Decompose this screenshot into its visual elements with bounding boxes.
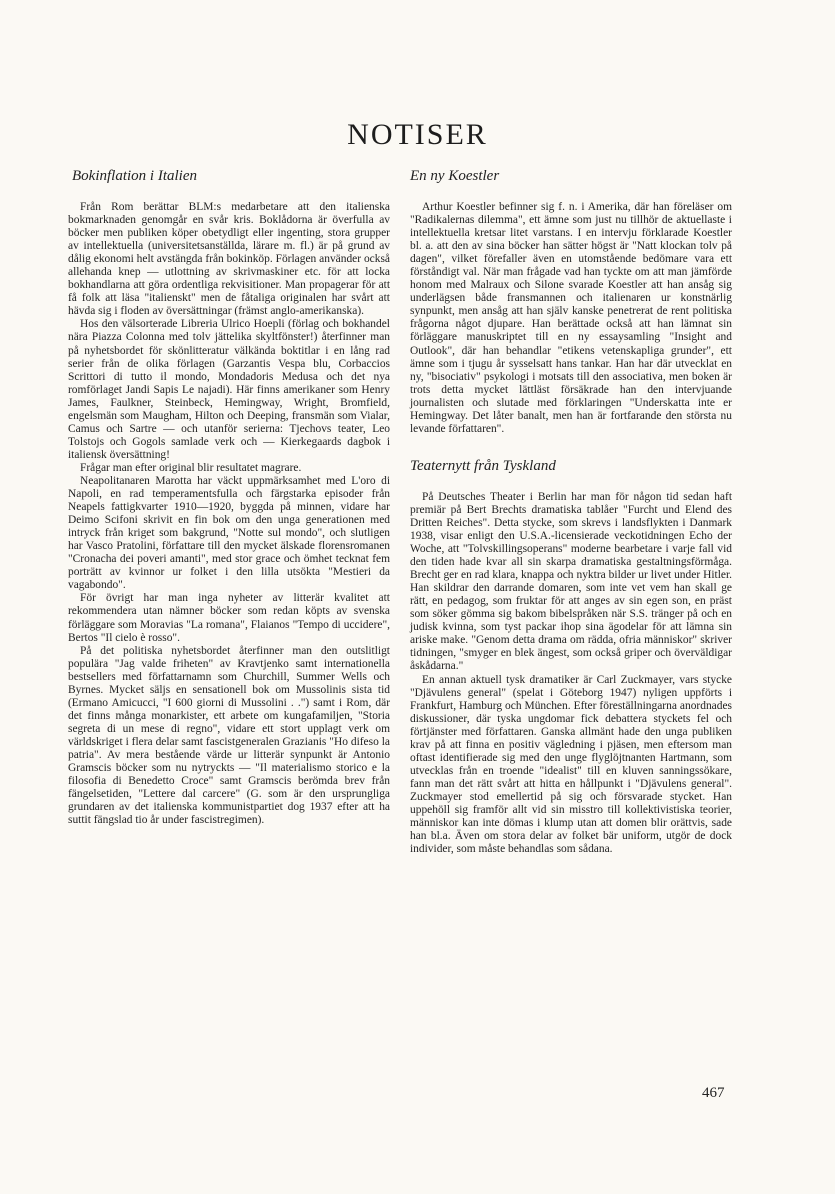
right-column [410,168,732,856]
page-title: NOTISER [347,118,488,151]
paragraph: För övrigt har man inga nyheter av litterär kvalitet att rekommendera utan nämner böcker som redan köpts av svenska förläggare som Moravias "La romana", Flaianos "Tempo di uccidere", Bertos "Il cielo è rosso". [68,592,390,644]
article-body-bokinflation [68,201,390,827]
paragraph: Från Rom berättar BLM:s medarbetare att den italienska bokmarknaden genomgår en svår kris. Boklådorna är överfulla av böcker men publiken köper obetydligt eller ingenting, stora grupper av intellektuella (universitetsanställda, lärare m. fl.) är på grund av dålig ekonomi helt avstängda från bokinköp. Förlagen använder också allehanda knep — utlottning av skrivmaskiner etc. för att locka bokhandlarna att göra ordentliga rekvisitioner. Man propagerar för att få folk att läsa "italienskt" men de fåtaliga originalen har svårt att hävda sig i floden av översättningar (främst anglo-amerikanska). [68,201,390,318]
paragraph: En annan aktuell tysk dramatiker är Carl Zuckmayer, vars stycke "Djävulens general" (spelat i Göteborg 1947) nyligen uppförts i Frankfurt, Hamburg och München. Efter föreställningarna anordnades diskussioner, där tyska ungdomar fick debattera styckets fel och förtjänster med författaren. Ganska allmänt hade den unga publiken krav på att finna en positiv vägledning i pjäsen, men eftersom man oftast identifierade sig med den unge flyglöjtnanten Hartmann, som utvecklas från en troende "idealist" till en kluven sanningssökare, fann man det rätt svårt att hitta en hållpunkt i "Djävulens general". Zuckmayer stod emellertid på sig och försvarade stycket. Han uppehöll sig framför allt vid sin misstro till kollektivistiska teorier, människor kan inte dömas i klump utan att domen blir orättvis, sade han bl.a. Även om stora delar av folket bär uniform, utgör de dock individer, som måste behandlas som sådana. [410,673,732,856]
paragraph: Hos den välsorterade Libreria Ulrico Hoepli (förlag och bokhandel nära Piazza Colonna med tolv jättelika skyltfönster!) återfinner man på nyhetsbordet för skönlitteratur välkända boktitlar i en lång rad serier från de olika förlagen (Garzantis Vespa blu, Corbaccios Scrittori di tutto il mondo, Mondadoris Medusa och det nya romförlaget Jandi Sapis Le najadi). Här finns amerikaner som Henry James, Faulkner, Steinbeck, Hemingway, Wright, Bromfield, engelsmän som Maugham, Hilton och Deeping, fransmän som Vialar, Camus och Sartre — och utanför serierna: Tjechovs teater, Leo Tolstojs och Gogols samlade verk och — Kierkegaards dagbok i italiensk översättning! [68,318,390,461]
article-body-koestler [410,201,732,436]
article-heading-koestler: En ny Koestler [410,168,500,184]
paragraph: Neapolitanaren Marotta har väckt uppmärksamhet med L'oro di Napoli, en rad temperamentsfulla och färgstarka episoder från Neapels fattigkvarter 1910—1920, byggda på minnen, vidare har Deimo Scifoni skrivit en fin bok om den unga generationen med intryck från kriget som bakgrund, "Notte sul mondo", och slutligen har Vasco Pratolini, författare till den mycket älskade florensromanen "Cronacha dei poveri amanti", med stor grace och ömhet tecknat fem porträtt av kvinnor ur folket i den lilla utsökta "Mestieri da vagabondo". [68,474,390,592]
article-heading-bokinflation: Bokinflation i Italien [72,168,197,184]
left-column [68,168,390,827]
paragraph: Frågar man efter original blir resultatet magrare. [80,461,302,474]
paragraph: På det politiska nyhetsbordet återfinner man den outslitligt populära "Jag valde friheten" av Kravtjenko samt internationella bestsellers med författarnamn som Churchill, Summer Wells och Byrnes. Mycket säljs en sensationell bok om Mussolinis sista tid (Ermano Amicucci, "I 600 giorni di Mussolini . .") samt i Rom, där det finns många monarkister, ett arbete om kungafamiljen, "Storia segreta di un mese di regno", vidare ett stort upplagt verk om världskriget i flera delar samt fascistgeneralen Grazianis "Ho difeso la patria". Av mera bestående värde ur litterär synpunkt är Antonio Gramscis böcker som nu nytryckts — "Il materialismo storico e la filosofia di Benedetto Croce" samt Gramscis berömda brev från fängelsetiden, "Lettere dal carcere" (G. som är den ursprungliga grundaren av det italienska kommunistpartiet dog 1937 efter att ha suttit fängslad tio år under fascistregimen). [68,644,390,827]
article-body-teaternytt [410,491,732,856]
article-heading-teaternytt: Teaternytt från Tyskland [410,457,556,474]
page-number: 467 [702,1085,725,1101]
paragraph: På Deutsches Theater i Berlin har man för någon tid sedan haft premiär på Bert Brechts dramatiska tablåer "Furcht und Elend des Dritten Reiches". Detta stycke, som skrevs i landsflykten i Danmark 1938, visar enligt den U.S.A.-licensierade veckotidningen Echo der Woche, att "Tolvskillingsoperans" moderne bearbetare i varje fall vid den tiden hade kvar all sin skarpa dramatiska gestaltningsförmåga. Brecht ger en rad klara, knappa och nyktra bilder ur livet under Hitler. Han skildrar den darrande domaren, som inte vet vem han skall ge rätt, en pedagog, som fruktar för att anges av sin egen son, en präst som söker gömma sig bakom bibelspråken när S.S. tränger på och en judisk kvinna, som tyst packar ihop sina ägodelar för att lämna sin ariske make. "Genom detta drama om rädda, ofria människor" skriver tidningen, "smyger en blek ängest, som också griper och överväldigar åskådarna." [410,490,732,673]
paragraph: Arthur Koestler befinner sig f. n. i Amerika, där han föreläser om "Radikalernas dilemma", ett ämne som just nu tillhör de aktuellaste i intellektuella kretsar litet varstans. I en intervju förklarade Koestler bl. a. att den av sina böcker han sätter högst är "Natt klockan tolv på dagen", vilket förefaller även en utomstående bedömare vara ett förståndigt val. När man frågade vad han tyckte om att man jämförde honom med Malraux och Silone svarade Koestler att han ansåg sig underlägsen både fransmannen och italienaren ur konstnärlig synpunkt, men ansåg att han själv kanske penetrerat de rent politiska frågorna något djupare. Han berättade också att han lämnat sin förläggare manuskriptet till en ny essaysamling "Insight and Outlook", där han behandlar "etikens vetenskapliga grunder", ett ämne som i tjugu år sysselsatt hans tankar. Han har där utvecklat en ny, "bisociativ" psykologi i motsats till den associativa, men boken är trots detta mycket lättläst försäkrade han den intervjuande journalisten och slutade med förklaringen "Underskatta inte er Hemingway. Det låter banalt, men han är fortfarande den största nu levande författaren". [410,201,732,435]
